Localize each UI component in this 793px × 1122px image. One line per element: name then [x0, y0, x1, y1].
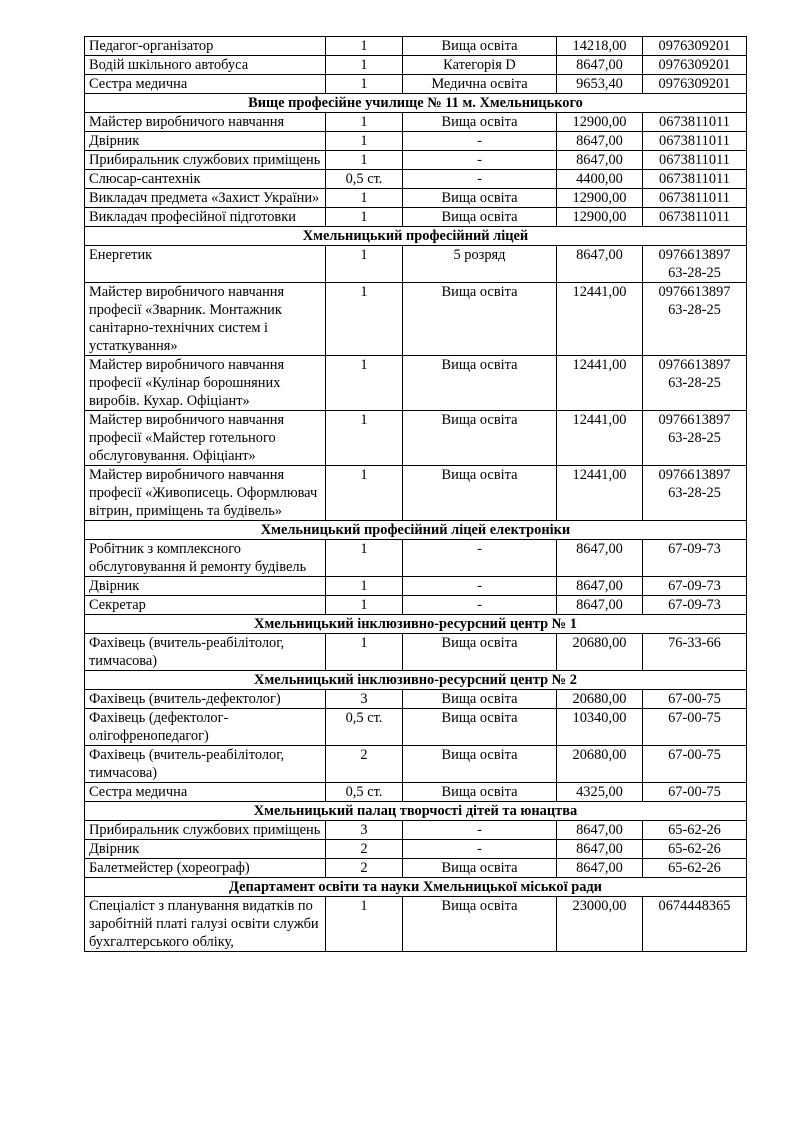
table-row [85, 56, 747, 75]
table-row [85, 821, 747, 840]
table-row [85, 113, 747, 132]
position-cell: Фахівець (вчитель-реабілітолог, тимчасова) [85, 634, 326, 671]
position-cell: Двірник [85, 132, 326, 151]
salary-cell: 20680,00 [557, 746, 643, 783]
requirement-cell: Медична освіта [403, 75, 557, 94]
position-cell: Майстер виробничого навчання [85, 113, 326, 132]
quantity-cell: 1 [326, 466, 403, 521]
quantity-cell: 1 [326, 411, 403, 466]
phone-cell: 0673811011 [643, 151, 747, 170]
position-cell: Майстер виробничого навчання професії «Зварник. Монтажник санітарно-технічних систем і устаткування» [85, 283, 326, 356]
quantity-cell: 1 [326, 540, 403, 577]
phone-cell: 0673811011 [643, 189, 747, 208]
table-row [85, 690, 747, 709]
salary-cell: 8647,00 [557, 577, 643, 596]
phone-cell: 67-09-73 [643, 540, 747, 577]
phone-cell: 0976613897 63-28-25 [643, 411, 747, 466]
requirement-cell: - [403, 821, 557, 840]
quantity-cell: 1 [326, 151, 403, 170]
quantity-cell: 1 [326, 577, 403, 596]
table-row [85, 283, 747, 356]
section-header-row [85, 94, 747, 113]
table-row [85, 840, 747, 859]
position-cell: Спеціаліст з планування видатків по заробітній платі галузі освіти служби бухгалтерського обліку, [85, 897, 326, 952]
position-cell: Педагог-організатор [85, 37, 326, 56]
phone-cell: 67-09-73 [643, 596, 747, 615]
requirement-cell: - [403, 540, 557, 577]
quantity-cell: 1 [326, 283, 403, 356]
quantity-cell: 1 [326, 56, 403, 75]
section-header-row [85, 671, 747, 690]
phone-cell: 0673811011 [643, 113, 747, 132]
position-cell: Секретар [85, 596, 326, 615]
position-cell: Слюсар-сантехнік [85, 170, 326, 189]
salary-cell: 8647,00 [557, 56, 643, 75]
salary-cell: 14218,00 [557, 37, 643, 56]
position-cell: Фахівець (дефектолог-олігофренопедагог) [85, 709, 326, 746]
phone-cell: 67-09-73 [643, 577, 747, 596]
phone-cell: 0976613897 63-28-25 [643, 356, 747, 411]
table-row [85, 634, 747, 671]
requirement-cell: Вища освіта [403, 466, 557, 521]
table-row [85, 246, 747, 283]
requirement-cell: Вища освіта [403, 356, 557, 411]
section-title: Хмельницький професійний ліцей електроніки [85, 521, 747, 540]
requirement-cell: - [403, 596, 557, 615]
salary-cell: 8647,00 [557, 246, 643, 283]
salary-cell: 8647,00 [557, 132, 643, 151]
phone-cell: 0674448365 [643, 897, 747, 952]
table-row [85, 596, 747, 615]
section-title: Департамент освіти та науки Хмельницької міської ради [85, 878, 747, 897]
section-title: Хмельницький інклюзивно-ресурсний центр № 1 [85, 615, 747, 634]
salary-cell: 20680,00 [557, 690, 643, 709]
position-cell: Водій шкільного автобуса [85, 56, 326, 75]
quantity-cell: 1 [326, 634, 403, 671]
section-title: Хмельницький палац творчості дітей та юнацтва [85, 802, 747, 821]
table-row [85, 466, 747, 521]
requirement-cell: Вища освіта [403, 859, 557, 878]
position-cell: Фахівець (вчитель-дефектолог) [85, 690, 326, 709]
quantity-cell: 2 [326, 859, 403, 878]
requirement-cell: - [403, 132, 557, 151]
quantity-cell: 1 [326, 596, 403, 615]
requirement-cell: Вища освіта [403, 411, 557, 466]
salary-cell: 9653,40 [557, 75, 643, 94]
quantity-cell: 1 [326, 246, 403, 283]
phone-cell: 0976613897 63-28-25 [643, 466, 747, 521]
table-row [85, 189, 747, 208]
requirement-cell: Вища освіта [403, 709, 557, 746]
salary-cell: 4400,00 [557, 170, 643, 189]
phone-cell: 67-00-75 [643, 690, 747, 709]
phone-cell: 0976309201 [643, 75, 747, 94]
table-row [85, 897, 747, 952]
position-cell: Майстер виробничого навчання професії «Майстер готельного обслуговування. Офіціант» [85, 411, 326, 466]
table-row [85, 208, 747, 227]
salary-cell: 8647,00 [557, 821, 643, 840]
position-cell: Викладач предмета «Захист України» [85, 189, 326, 208]
table-row [85, 577, 747, 596]
section-title: Хмельницький інклюзивно-ресурсний центр № 2 [85, 671, 747, 690]
position-cell: Балетмейстер (хореограф) [85, 859, 326, 878]
table-row [85, 356, 747, 411]
requirement-cell: Вища освіта [403, 283, 557, 356]
position-cell: Майстер виробничого навчання професії «Кулінар борошняних виробів. Кухар. Офіціант» [85, 356, 326, 411]
position-cell: Майстер виробничого навчання професії «Живописець. Оформлювач вітрин, приміщень та будівель» [85, 466, 326, 521]
requirement-cell: - [403, 170, 557, 189]
position-cell: Фахівець (вчитель-реабілітолог, тимчасова) [85, 746, 326, 783]
quantity-cell: 0,5 ст. [326, 170, 403, 189]
phone-cell: 0976613897 63-28-25 [643, 283, 747, 356]
quantity-cell: 2 [326, 746, 403, 783]
requirement-cell: Вища освіта [403, 189, 557, 208]
quantity-cell: 1 [326, 113, 403, 132]
phone-cell: 67-00-75 [643, 746, 747, 783]
table-row [85, 37, 747, 56]
quantity-cell: 1 [326, 897, 403, 952]
requirement-cell: Вища освіта [403, 746, 557, 783]
table-row [85, 746, 747, 783]
vacancies-table [84, 36, 747, 952]
phone-cell: 76-33-66 [643, 634, 747, 671]
phone-cell: 65-62-26 [643, 859, 747, 878]
salary-cell: 8647,00 [557, 859, 643, 878]
position-cell: Прибиральник службових приміщень [85, 821, 326, 840]
quantity-cell: 1 [326, 356, 403, 411]
requirement-cell: Вища освіта [403, 37, 557, 56]
phone-cell: 67-00-75 [643, 783, 747, 802]
requirement-cell: Вища освіта [403, 783, 557, 802]
requirement-cell: - [403, 840, 557, 859]
salary-cell: 20680,00 [557, 634, 643, 671]
position-cell: Енергетик [85, 246, 326, 283]
position-cell: Двірник [85, 577, 326, 596]
section-header-row [85, 878, 747, 897]
salary-cell: 10340,00 [557, 709, 643, 746]
salary-cell: 4325,00 [557, 783, 643, 802]
requirement-cell: Вища освіта [403, 634, 557, 671]
position-cell: Двірник [85, 840, 326, 859]
table-row [85, 170, 747, 189]
phone-cell: 0976309201 [643, 56, 747, 75]
salary-cell: 12900,00 [557, 189, 643, 208]
salary-cell: 12900,00 [557, 208, 643, 227]
section-header-row [85, 615, 747, 634]
salary-cell: 12441,00 [557, 466, 643, 521]
salary-cell: 8647,00 [557, 840, 643, 859]
phone-cell: 0976613897 63-28-25 [643, 246, 747, 283]
salary-cell: 8647,00 [557, 540, 643, 577]
table-body [85, 37, 747, 952]
table-row [85, 783, 747, 802]
table-row [85, 411, 747, 466]
position-cell: Робітник з комплексного обслуговування й ремонту будівель [85, 540, 326, 577]
section-header-row [85, 802, 747, 821]
quantity-cell: 0,5 ст. [326, 709, 403, 746]
quantity-cell: 3 [326, 690, 403, 709]
requirement-cell: Вища освіта [403, 690, 557, 709]
quantity-cell: 1 [326, 132, 403, 151]
section-header-row [85, 227, 747, 246]
position-cell: Прибиральник службових приміщень [85, 151, 326, 170]
requirement-cell: Категорія D [403, 56, 557, 75]
section-title: Вище професійне училище № 11 м. Хмельницького [85, 94, 747, 113]
table-row [85, 75, 747, 94]
salary-cell: 12900,00 [557, 113, 643, 132]
salary-cell: 12441,00 [557, 283, 643, 356]
table-row [85, 540, 747, 577]
phone-cell: 0673811011 [643, 208, 747, 227]
position-cell: Сестра медична [85, 783, 326, 802]
salary-cell: 23000,00 [557, 897, 643, 952]
requirement-cell: Вища освіта [403, 208, 557, 227]
table-row [85, 151, 747, 170]
quantity-cell: 1 [326, 37, 403, 56]
phone-cell: 0673811011 [643, 132, 747, 151]
quantity-cell: 3 [326, 821, 403, 840]
salary-cell: 12441,00 [557, 411, 643, 466]
salary-cell: 8647,00 [557, 151, 643, 170]
quantity-cell: 1 [326, 75, 403, 94]
position-cell: Викладач професійної підготовки [85, 208, 326, 227]
table-row [85, 859, 747, 878]
section-title: Хмельницький професійний ліцей [85, 227, 747, 246]
phone-cell: 67-00-75 [643, 709, 747, 746]
salary-cell: 8647,00 [557, 596, 643, 615]
table-row [85, 132, 747, 151]
quantity-cell: 1 [326, 189, 403, 208]
requirement-cell: 5 розряд [403, 246, 557, 283]
quantity-cell: 0,5 ст. [326, 783, 403, 802]
requirement-cell: - [403, 577, 557, 596]
requirement-cell: Вища освіта [403, 113, 557, 132]
requirement-cell: Вища освіта [403, 897, 557, 952]
requirement-cell: - [403, 151, 557, 170]
section-header-row [85, 521, 747, 540]
phone-cell: 65-62-26 [643, 840, 747, 859]
salary-cell: 12441,00 [557, 356, 643, 411]
quantity-cell: 1 [326, 208, 403, 227]
position-cell: Сестра медична [85, 75, 326, 94]
phone-cell: 65-62-26 [643, 821, 747, 840]
quantity-cell: 2 [326, 840, 403, 859]
phone-cell: 0673811011 [643, 170, 747, 189]
phone-cell: 0976309201 [643, 37, 747, 56]
table-row [85, 709, 747, 746]
